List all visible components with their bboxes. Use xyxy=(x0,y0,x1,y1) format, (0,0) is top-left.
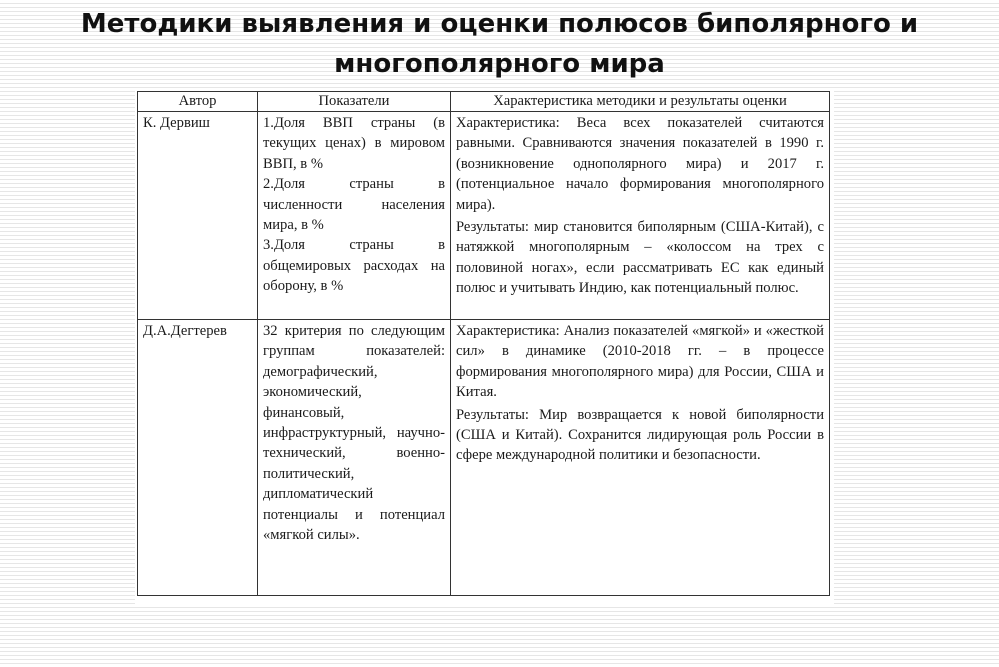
characteristic-text: Характеристика: Веса всех показателей считаются равными. Сравниваются значения показателей в 1990 г. (возникновение однополярного мира) и 2017 г. (потенциальное начало формирования многополярного мира). xyxy=(456,115,824,213)
row-indicators-degterev xyxy=(258,320,451,596)
table-header-row xyxy=(138,92,830,112)
row-author-degterev: Д.А.Дегтерев xyxy=(138,320,258,596)
table-row xyxy=(138,320,830,596)
results-text: Результаты: мир становится биполярным (США-Китай), с натяжкой многополярным – «колоссом на трех с половиной ногах», если рассматривать ЕС как единый полюс и учитывать Индию, как потенциальный полюс. xyxy=(456,219,824,297)
table-row xyxy=(138,112,830,320)
row-description-degterev xyxy=(451,320,830,596)
indicator-item: 32 критерия по следующим группам показателей: демографический, экономический, финансовый, инфраструктурный, научно-технический, военно-политический, дипломатический потенциалы и потенциал «мягкой силы». xyxy=(263,323,445,544)
header-author: Автор xyxy=(138,92,258,112)
row-indicators-dervish xyxy=(258,112,451,320)
indicator-item: 2.Доля страны в численности населения мира, в % xyxy=(263,176,445,234)
indicator-item: 1.Доля ВВП страны (в текущих ценах) в мировом ВВП, в % xyxy=(263,115,445,172)
slide-title-line-1: Методики выявления и оценки полюсов биполярного и xyxy=(80,9,919,39)
row-description-dervish xyxy=(451,112,830,320)
results-text: Результаты: Мир возвращается к новой биполярности (США и Китай). Сохранится лидирующая роль России в сфере международной политики и безопасности. xyxy=(456,406,824,464)
header-indicators: Показатели xyxy=(258,92,451,112)
row-author-dervish: К. Дервиш xyxy=(138,112,258,320)
methods-table xyxy=(137,91,830,596)
indicator-item: 3.Доля страны в общемировых расходах на оборону, в % xyxy=(263,237,445,295)
table-sheet xyxy=(135,88,834,604)
header-characteristic: Характеристика методики и результаты оценки xyxy=(451,92,830,112)
slide-title-line-2: многополярного мира xyxy=(334,49,665,79)
characteristic-text: Характеристика: Анализ показателей «мягкой» и «жесткой сил» в динамике (2010-2018 гг. – в процессе формирования многополярного мира) для России, США и Китая. xyxy=(456,323,824,401)
slide-title xyxy=(0,4,999,84)
